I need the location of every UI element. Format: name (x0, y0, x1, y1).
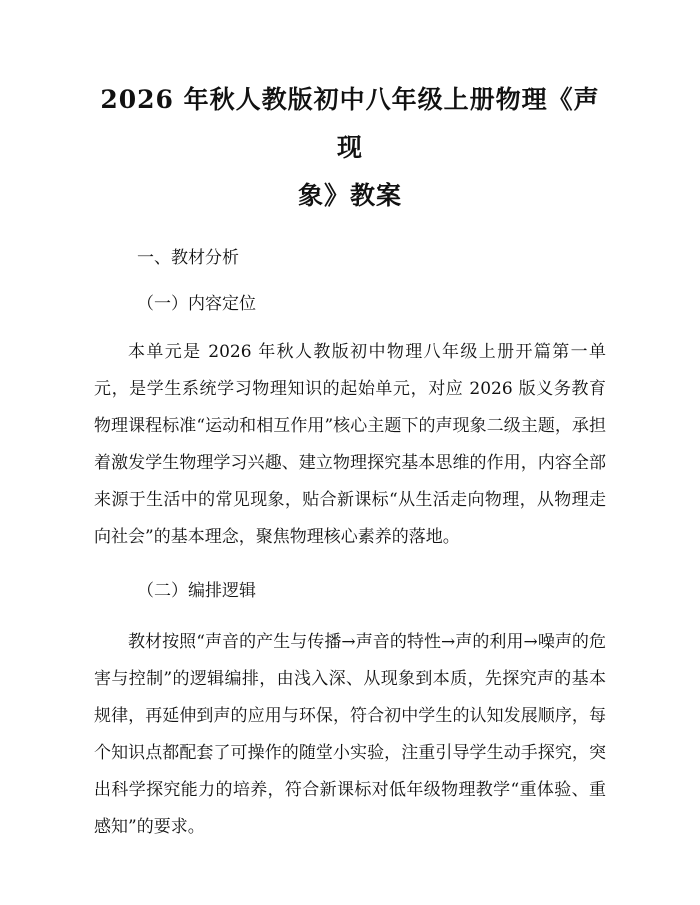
document-title (94, 0, 606, 220)
title-line-2: 象》教案 (297, 181, 402, 210)
title-line-1: 2026 年秋人教版初中八年级上册物理《声现 (100, 85, 600, 162)
subsection-heading-content-positioning: （一）内容定位 (137, 294, 256, 314)
subsection-heading-arrangement-logic: （二）编排逻辑 (137, 581, 256, 601)
paragraph-arrangement-logic: 教材按照“声音的产生与传播→声音的特性→声的利用→噪声的危害与控制”的逻辑编排，由浅入深、从现象到本质，先探究声的基本规律，再延伸到声的应用与环保，符合初中学生的认知发展顺序，每个知识点都配套了可操作的随堂小实验，注重引导学生动手探究，突出科学探究能力的培养，符合新课标对低年级物理教学“重体验、重感知”的要求。 (94, 632, 606, 837)
paragraph-content-positioning: 本单元是 2026 年秋人教版初中物理八年级上册开篇第一单元，是学生系统学习物理知识的起始单元，对应 2026 版义务教育物理课程标准“运动和相互作用”核心主题下的声现象二级主题，承担着激发学生物理学习兴趣、建立物理探究基本思维的作用，内容全部来源于生活中的常见现象，贴合新课标“从生活走向物理，从物理走向社会”的基本理念，聚焦物理核心素养的落地。 (94, 342, 606, 547)
section-heading-textbook-analysis: 一、教材分析 (137, 248, 239, 268)
